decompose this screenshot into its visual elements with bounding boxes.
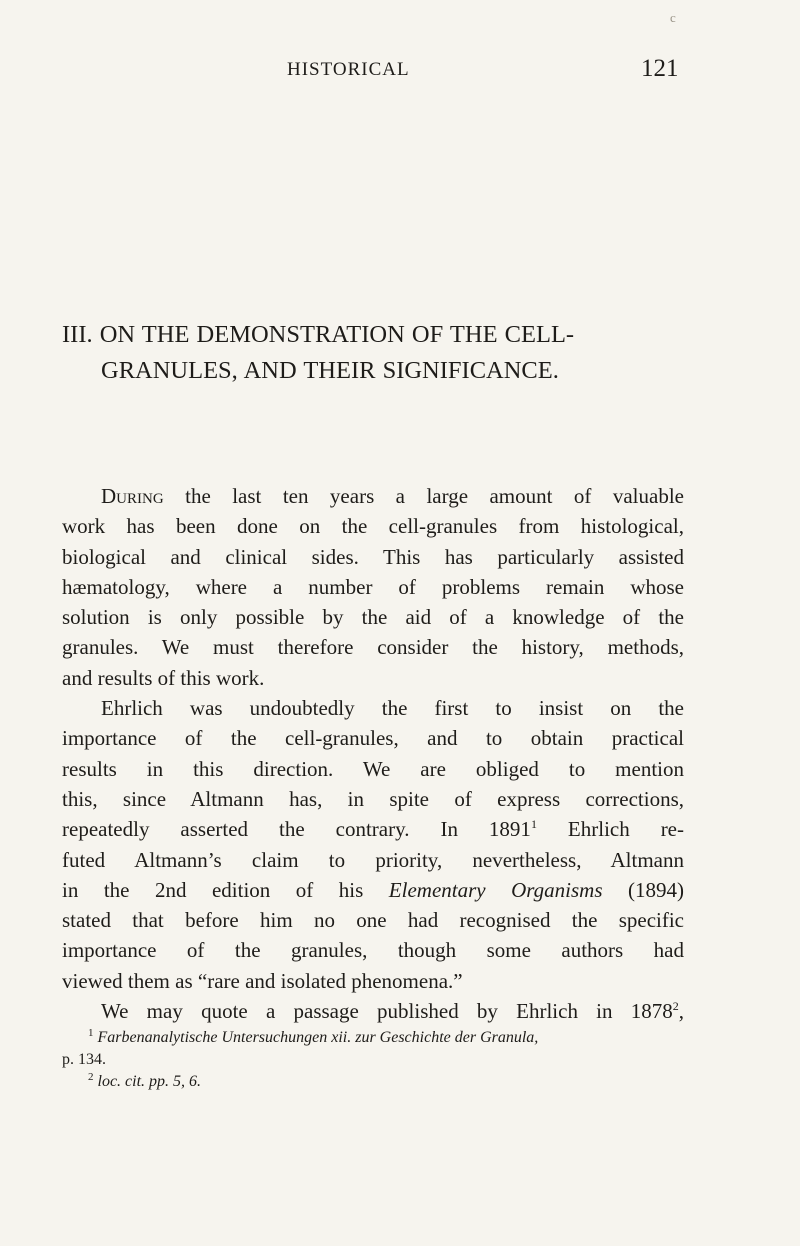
section-heading-line-1: III. ON THE DEMONSTRATION OF THE CELL- bbox=[62, 321, 575, 348]
text-fragment: We may quote a passage published by Ehrlich in 1878 bbox=[101, 999, 673, 1024]
footnote-number: 2 bbox=[88, 1071, 94, 1083]
section-heading bbox=[62, 317, 752, 389]
paragraph-1-line-7: and results of this work. bbox=[62, 665, 265, 690]
footnote-text: Farbenanalytische Untersuchungen xii. zur Geschichte der Granula, bbox=[97, 1029, 539, 1046]
paragraph-1-line-3: biological and clinical sides. This has particularly assisted bbox=[62, 544, 684, 569]
text-fragment: the last ten years a large amount of valuable bbox=[163, 484, 684, 508]
paragraph-1-line-4: hæmatology, where a number of problems remain whose bbox=[62, 574, 684, 599]
running-head: HISTORICAL bbox=[287, 59, 410, 80]
paragraph-1-line-2: work has been done on the cell-granules from histological, bbox=[62, 514, 684, 539]
footnote-ref-1: 1 bbox=[530, 817, 537, 832]
page-number: 121 bbox=[641, 55, 679, 82]
footnote-1 bbox=[62, 1027, 684, 1049]
paragraph-2-line-4: this, since Altmann has, in spite of express corrections, bbox=[62, 786, 684, 811]
paragraph-1-line-5: solution is only possible by the aid of a knowledge of the bbox=[62, 605, 684, 630]
paragraph-2-line-2: importance of the cell-granules, and to obtain practical bbox=[62, 726, 684, 751]
book-title: Elementary Organisms bbox=[388, 877, 603, 902]
text-fragment: , bbox=[678, 999, 684, 1024]
footnote-ref-2: 2 bbox=[672, 999, 679, 1014]
footnote-text: loc. cit. pp. 5, 6. bbox=[97, 1073, 202, 1090]
paragraph-2-line-8: stated that before him no one had recognised the specific bbox=[62, 908, 684, 933]
text-fragment: Ehrlich re- bbox=[536, 817, 684, 842]
paragraph-2-line-6: futed Altmann’s claim to priority, nevertheless, Altmann bbox=[62, 847, 684, 872]
paragraph-2-line-7 bbox=[62, 875, 684, 905]
drop-word: During bbox=[101, 484, 164, 508]
paragraph-2-line-1: Ehrlich was undoubtedly the first to insist on the bbox=[101, 696, 684, 721]
paragraph-2-line-5 bbox=[62, 814, 684, 844]
paragraph-1-line-1 bbox=[62, 481, 684, 511]
margin-mark: c bbox=[670, 10, 676, 25]
paragraph-2-line-3: results in this direction. We are obliged to mention bbox=[62, 756, 684, 781]
footnote-1-continuation: p. 134. bbox=[62, 1051, 106, 1068]
paragraph-2-line-9: importance of the granules, though some authors had bbox=[62, 938, 684, 963]
paragraph-2-line-10: viewed them as “rare and isolated phenomena.” bbox=[62, 968, 463, 993]
footnotes bbox=[62, 1027, 684, 1093]
body-text bbox=[62, 481, 684, 1026]
text-fragment: in the 2nd edition of his bbox=[62, 877, 389, 902]
text-fragment: repeatedly asserted the contrary. In 1891 bbox=[62, 817, 531, 842]
section-heading-line-2: GRANULES, AND THEIR SIGNIFICANCE. bbox=[101, 357, 559, 384]
footnote-number: 1 bbox=[88, 1027, 94, 1039]
paragraph-1-line-6: granules. We must therefore consider the history, methods, bbox=[62, 635, 684, 660]
paragraph-3-line-1 bbox=[62, 996, 684, 1026]
footnote-2 bbox=[62, 1071, 684, 1093]
text-fragment: (1894) bbox=[602, 877, 684, 902]
